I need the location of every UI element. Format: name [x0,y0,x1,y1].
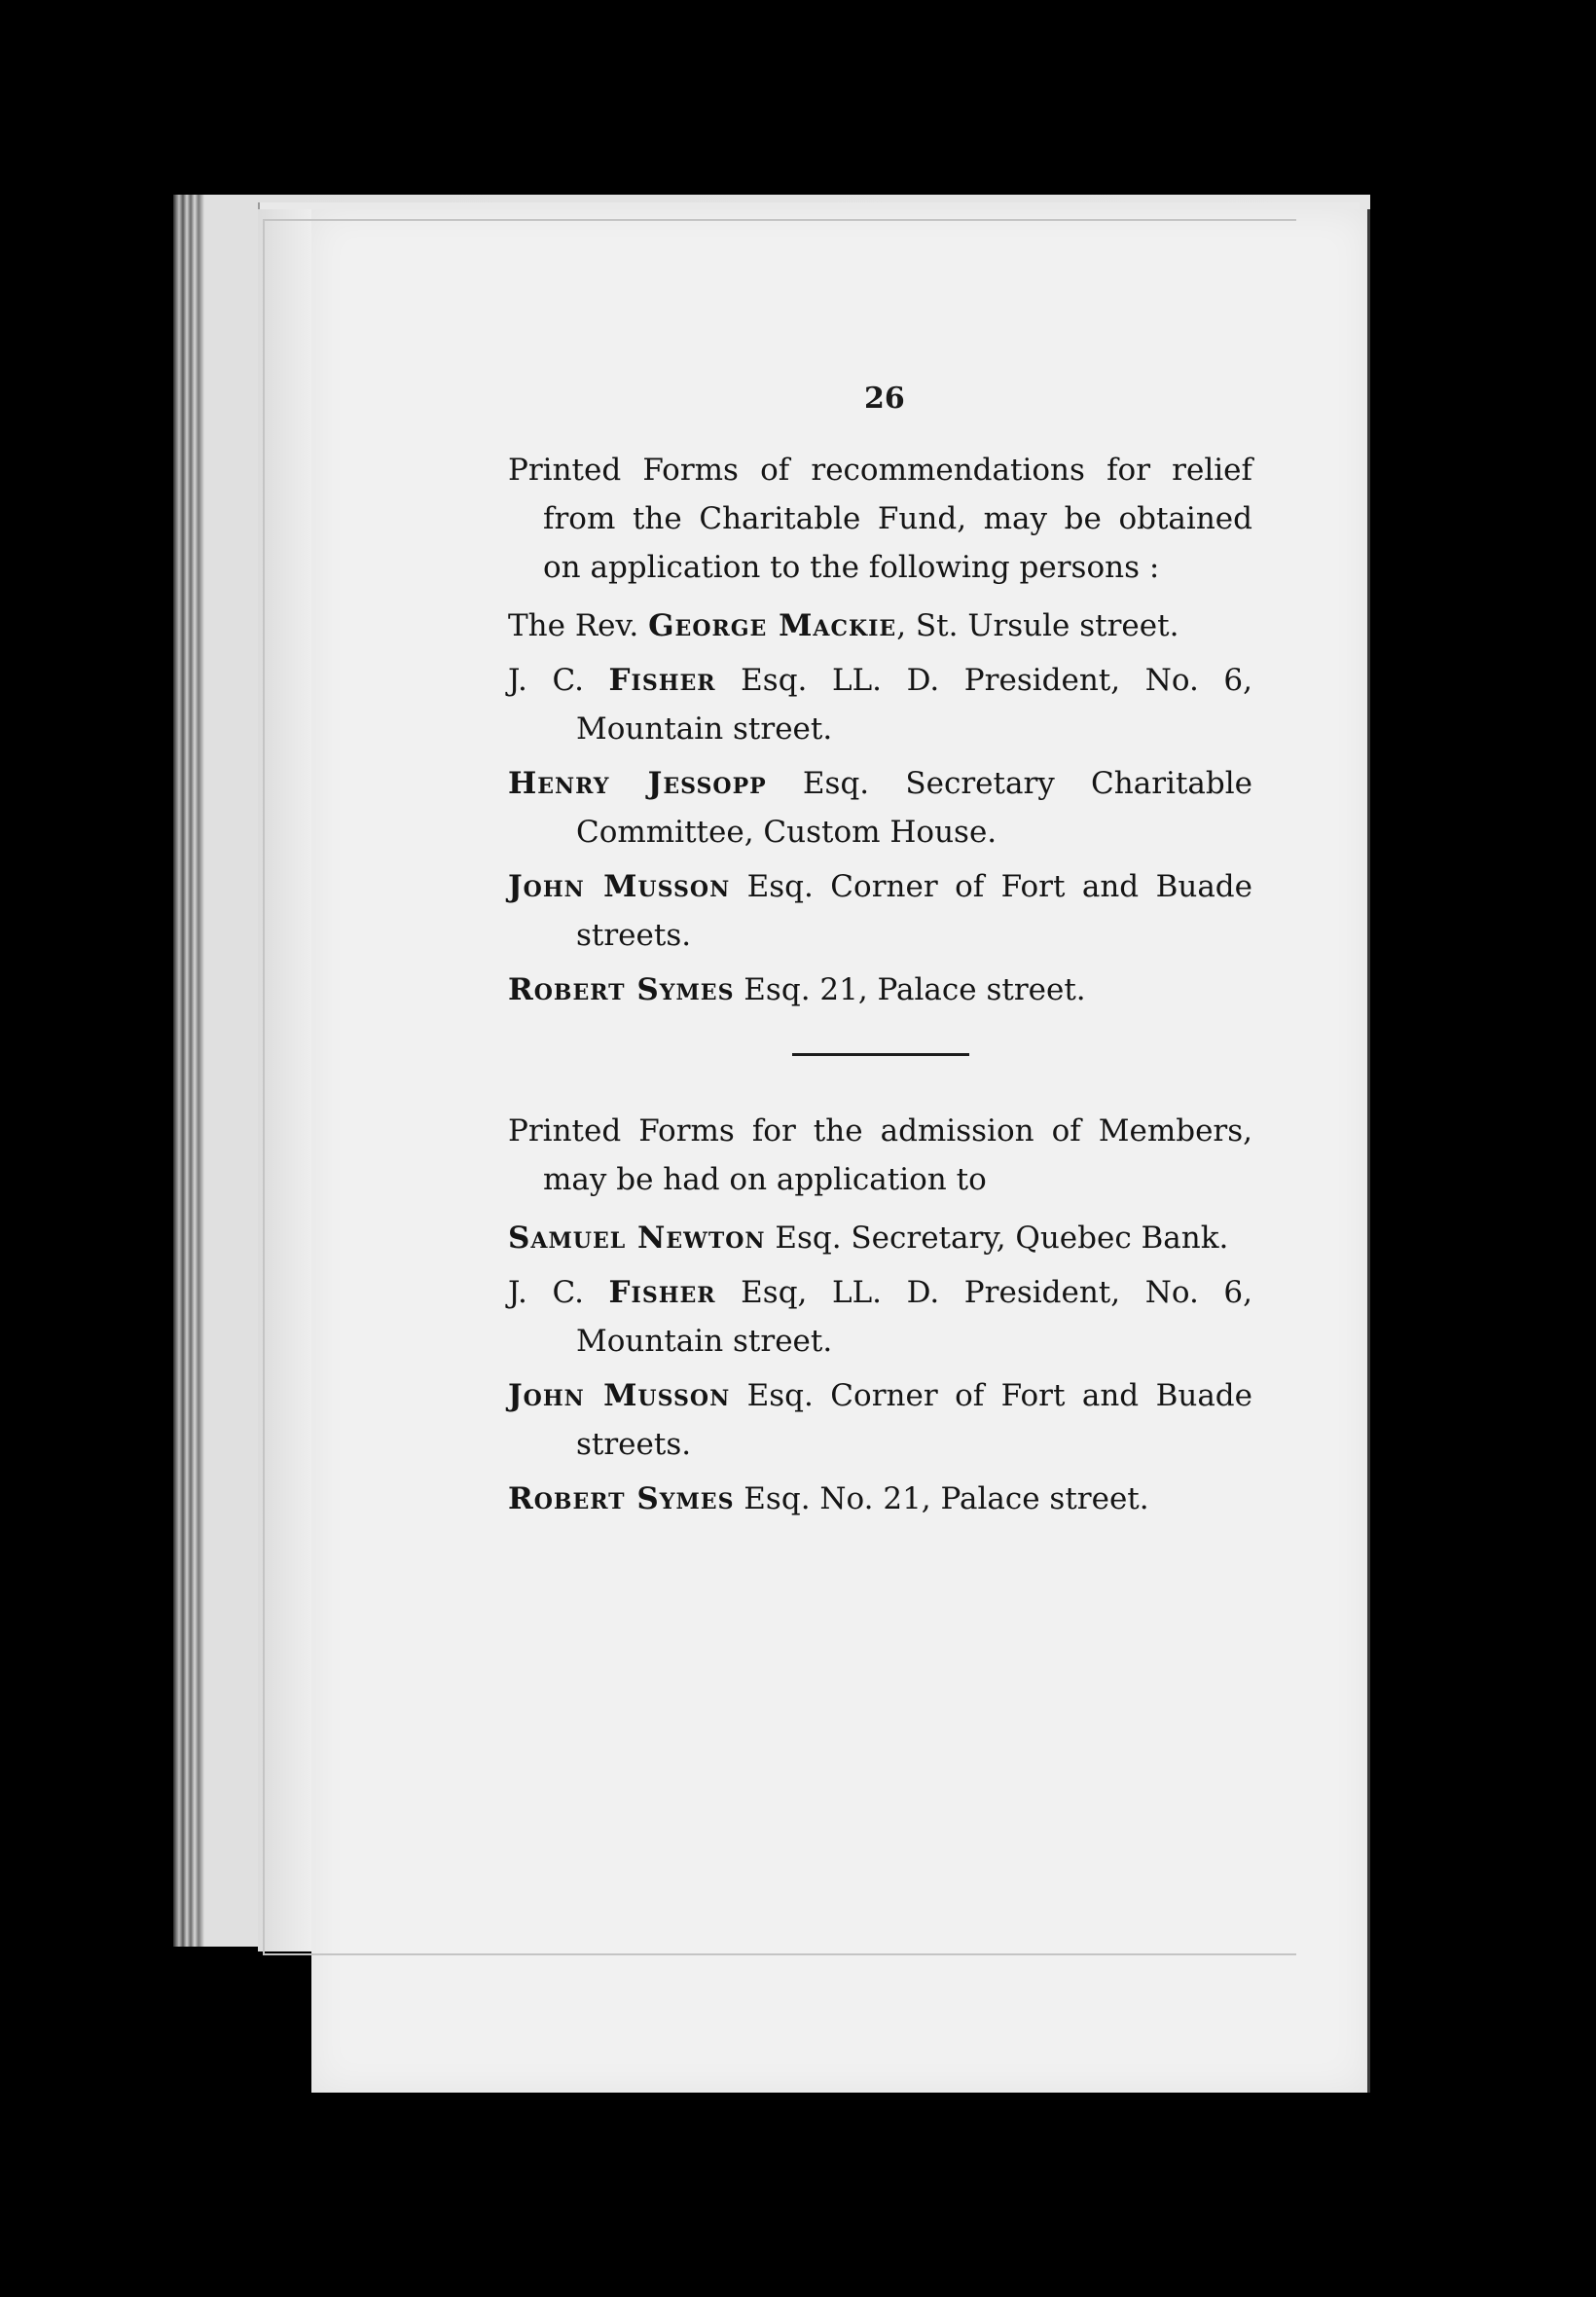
entry-detail: Esq. LL. D. President, No. 6, Mountain street. [576,663,1252,747]
entry-detail: , St. Ursule street. [896,608,1179,643]
contact-entry [508,966,1252,1014]
section-member-forms [508,1107,1252,1523]
entry-detail: Esq. Secretary, Quebec Bank. [765,1221,1229,1256]
entry-name: Fisher [608,663,716,698]
entry-prefix: The Rev. [508,608,649,643]
contact-entry [508,1371,1252,1469]
entry-detail: Esq. No. 21, Palace street. [734,1481,1149,1516]
section-intro: Printed Forms for the admission of Members, may be had on application to [508,1113,1252,1197]
entry-prefix: J. C. [508,663,609,698]
contact-entry [508,1214,1252,1262]
contact-entry [508,862,1252,960]
page-number: 26 [864,382,905,416]
entry-name: Fisher [608,1275,716,1310]
section-divider [792,1053,969,1056]
entry-detail: Esq, LL. D. President, No. 6, Mountain street. [576,1275,1252,1359]
contact-entry [508,1475,1252,1523]
entry-name: Robert Symes [508,1481,735,1516]
entry-detail: Esq. Corner of Fort and Buade streets. [576,1378,1253,1462]
entry-name: Robert Symes [508,972,735,1007]
page-content [508,446,1252,1529]
entry-detail: Esq. 21, Palace street. [734,972,1086,1007]
contact-entry [508,1268,1252,1366]
contact-entry [508,759,1252,857]
section-relief-forms [508,446,1252,1014]
entry-name: Henry Jessopp [508,766,767,801]
entry-prefix: J. C. [508,1275,609,1310]
entry-name: Samuel Newton [508,1221,766,1256]
section-intro: Printed Forms of recommendations for relief from the Charitable Fund, may be obtained on application to the following persons : [508,453,1252,585]
entry-name: John Musson [508,869,731,904]
entry-name: George Mackie [648,608,897,643]
entry-detail: Esq. Corner of Fort and Buade streets. [576,869,1253,953]
entry-name: John Musson [508,1378,731,1413]
contact-entry [508,602,1252,650]
entry-detail: Esq. Secretary Charitable Committee, Custom House. [576,766,1252,850]
contact-entry [508,656,1252,753]
